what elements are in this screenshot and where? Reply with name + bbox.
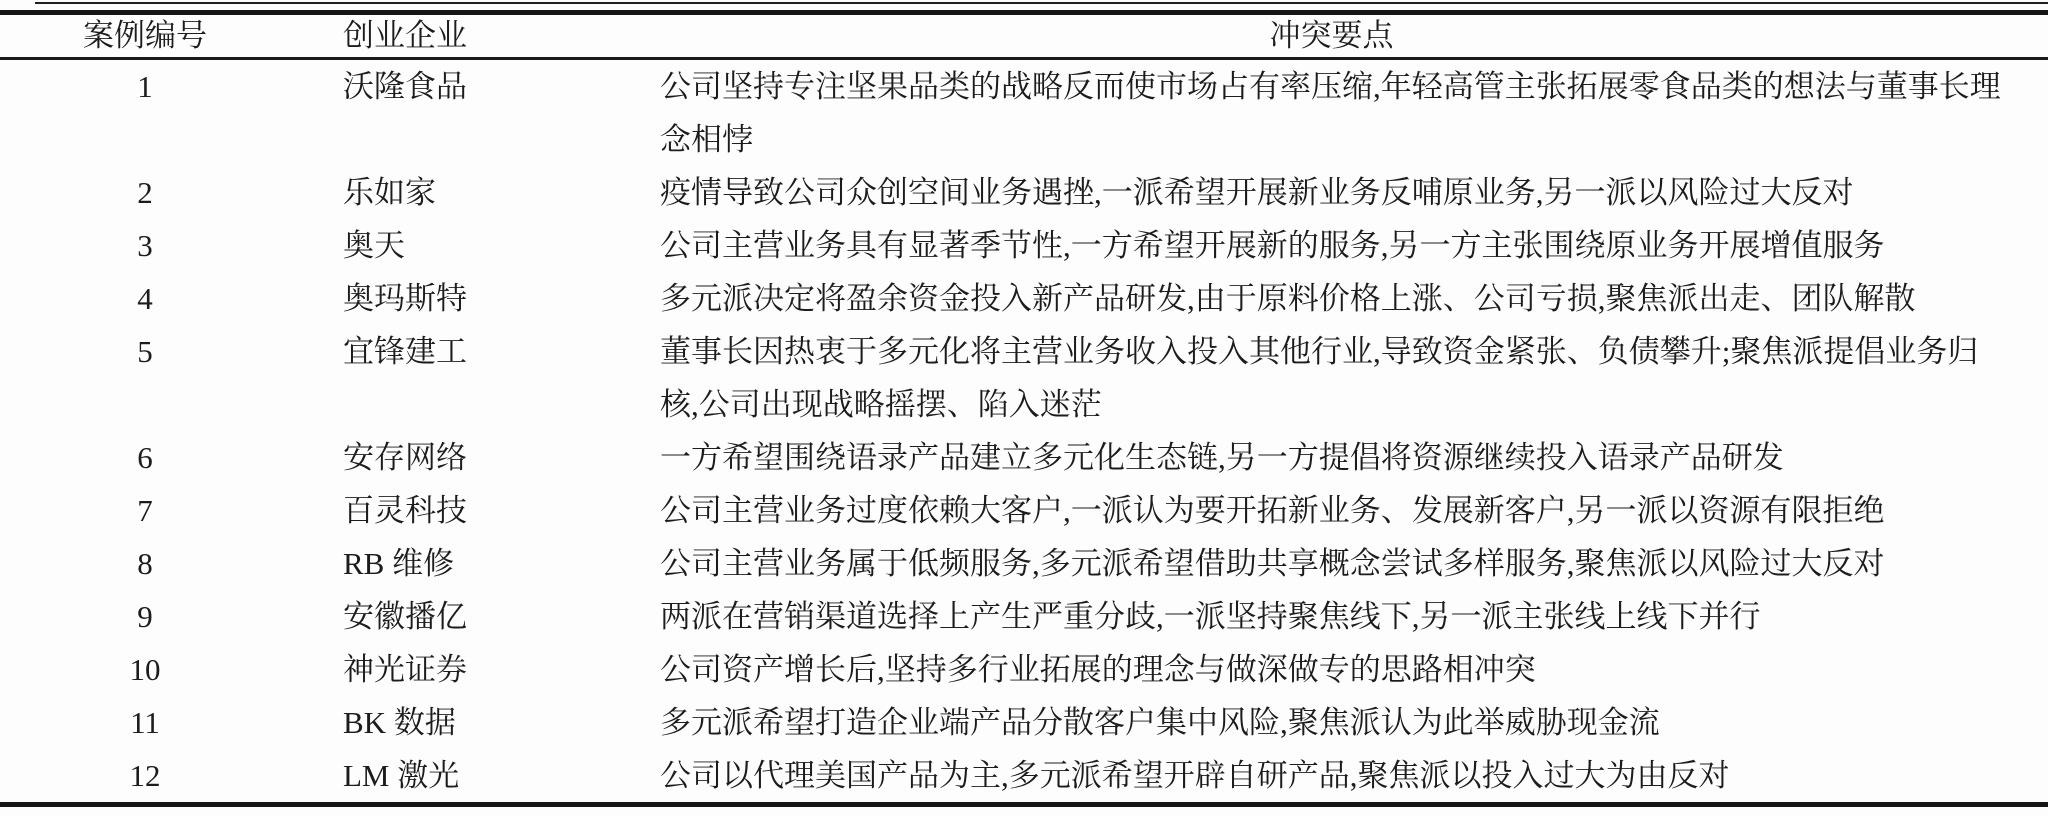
case-number-cell: 10 xyxy=(129,652,161,687)
company-cell: RB 维修 xyxy=(343,546,455,581)
company-cell: 神光证券 xyxy=(343,652,467,687)
case-conflict-table xyxy=(0,10,2048,807)
top-thin-rule xyxy=(35,2,2048,4)
company-cell: 百灵科技 xyxy=(343,493,467,528)
case-number-cell: 6 xyxy=(137,440,153,475)
case-number-cell: 11 xyxy=(130,705,160,740)
company-cell: 奥天 xyxy=(343,228,405,263)
column-header-case-number: 案例编号 xyxy=(0,13,290,59)
case-number-cell: 12 xyxy=(129,758,161,793)
table-row xyxy=(0,643,2048,696)
company-cell: BK 数据 xyxy=(343,705,456,740)
case-number-cell: 1 xyxy=(137,69,153,104)
table-row xyxy=(0,484,2048,537)
company-cell: 沃隆食品 xyxy=(343,69,467,104)
case-number-cell: 8 xyxy=(137,546,153,581)
table-row xyxy=(0,272,2048,325)
table-body xyxy=(0,59,2048,805)
table-row xyxy=(0,696,2048,749)
table-row xyxy=(0,166,2048,219)
conflict-cell: 公司以代理美国产品为主,多元派希望开辟自研产品,聚焦派以投入过大为由反对 xyxy=(660,758,1730,793)
conflict-cell: 公司主营业务具有显著季节性,一方希望开展新的服务,另一方主张围绕原业务开展增值服务 xyxy=(660,228,1885,263)
case-number-cell: 9 xyxy=(137,599,153,634)
table-row xyxy=(0,537,2048,590)
company-cell: 乐如家 xyxy=(343,175,436,210)
conflict-cell: 一方希望围绕语录产品建立多元化生态链,另一方提倡将资源继续投入语录产品研发 xyxy=(660,440,1784,475)
column-header-conflict: 冲突要点 xyxy=(660,13,2048,59)
conflict-cell: 两派在营销渠道选择上产生严重分歧,一派坚持聚焦线下,另一派主张线上线下并行 xyxy=(660,599,1761,634)
table-row xyxy=(0,59,2048,167)
company-cell: LM 激光 xyxy=(343,758,460,793)
case-number-cell: 3 xyxy=(137,228,153,263)
header-row xyxy=(0,13,2048,59)
case-number-cell: 2 xyxy=(137,175,153,210)
table-row xyxy=(0,219,2048,272)
company-cell: 安徽播亿 xyxy=(343,599,467,634)
company-cell: 宜锋建工 xyxy=(343,334,467,369)
column-header-company: 创业企业 xyxy=(290,13,660,59)
conflict-cell: 疫情导致公司众创空间业务遇挫,一派希望开展新业务反哺原业务,另一派以风险过大反对 xyxy=(660,175,1854,210)
conflict-cell: 公司资产增长后,坚持多行业拓展的理念与做深做专的思路相冲突 xyxy=(660,652,1536,687)
company-cell: 安存网络 xyxy=(343,440,467,475)
conflict-cell: 多元派决定将盈余资金投入新产品研发,由于原料价格上涨、公司亏损,聚焦派出走、团队解散 xyxy=(660,281,1916,316)
table-row xyxy=(0,325,2048,431)
conflict-cell: 多元派希望打造企业端产品分散客户集中风险,聚焦派认为此举威胁现金流 xyxy=(660,705,1660,740)
table-header xyxy=(0,13,2048,59)
table-row xyxy=(0,590,2048,643)
conflict-cell: 董事长因热衷于多元化将主营业务收入投入其他行业,导致资金紧张、负债攀升;聚焦派提倡业务归核,公司出现战略摇摆、陷入迷茫 xyxy=(660,334,1979,422)
conflict-cell: 公司主营业务过度依赖大客户,一派认为要开拓新业务、发展新客户,另一派以资源有限拒绝 xyxy=(660,493,1885,528)
table-row xyxy=(0,431,2048,484)
table-row xyxy=(0,749,2048,805)
case-number-cell: 4 xyxy=(137,281,153,316)
conflict-cell: 公司主营业务属于低频服务,多元派希望借助共享概念尝试多样服务,聚焦派以风险过大反对 xyxy=(660,546,1885,581)
company-cell: 奥玛斯特 xyxy=(343,281,467,316)
case-number-cell: 5 xyxy=(137,334,153,369)
case-number-cell: 7 xyxy=(137,493,153,528)
conflict-cell: 公司坚持专注坚果品类的战略反而使市场占有率压缩,年轻高管主张拓展零食品类的想法与董事长理念相悖 xyxy=(660,69,2001,157)
